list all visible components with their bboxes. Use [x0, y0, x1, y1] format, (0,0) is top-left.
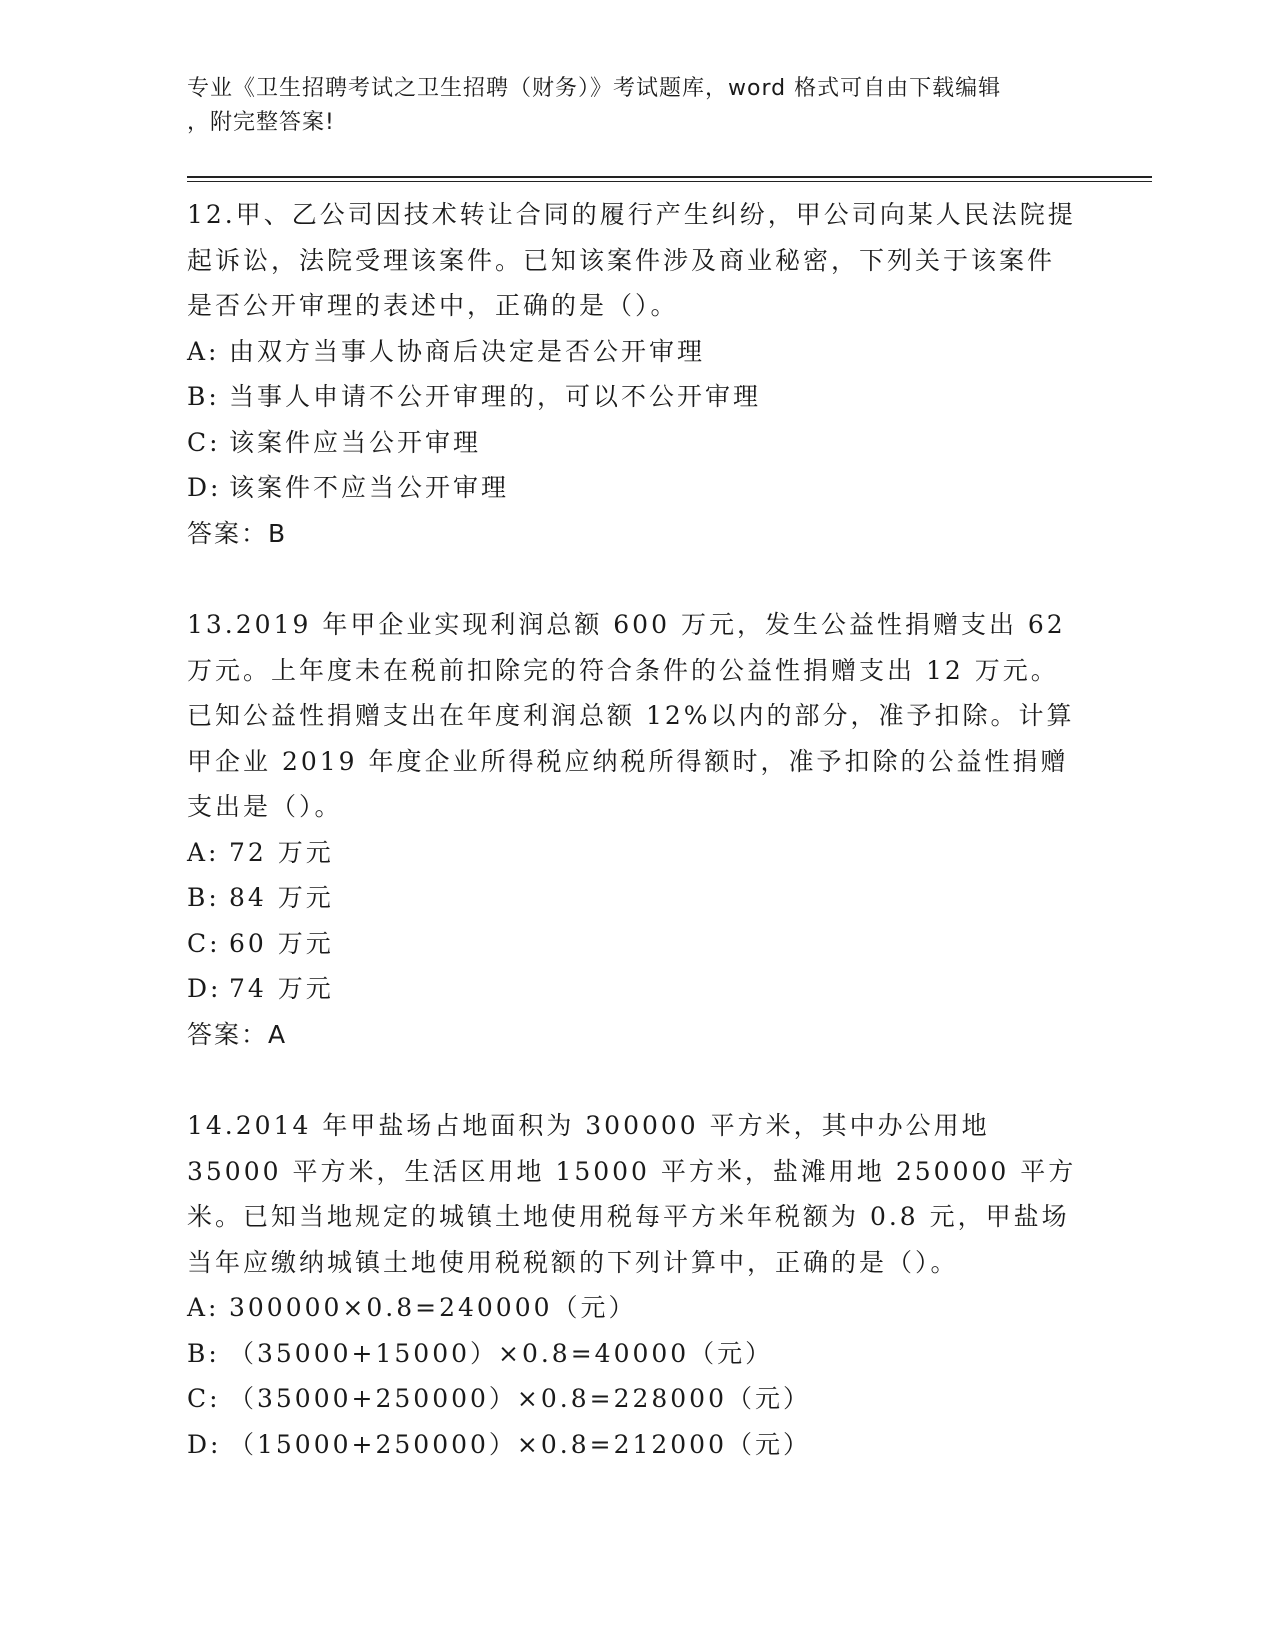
option-letter: B: [187, 1338, 220, 1368]
option-c [187, 420, 1077, 466]
option-letter: C: [187, 928, 221, 958]
option-text: （35000+15000）×0.8=40000（元） [229, 1338, 774, 1368]
option-text: 由双方当事人协商后决定是否公开审理 [229, 336, 706, 366]
answer-label: 答案：A [187, 1019, 288, 1049]
option-c [187, 921, 1077, 967]
option-text: 该案件不应当公开审理 [229, 473, 510, 502]
question-stem: 12.甲、乙公司因技术转让合同的履行产生纠纷，甲公司向某人民法院提起诉讼，法院受理该案件。已知该案件涉及商业秘密，下列关于该案件是否公开审理的表述中，正确的是（）。 [187, 200, 1076, 320]
question-list [187, 192, 1077, 1513]
answer-label: 答案：B [187, 518, 288, 548]
question-13 [187, 602, 1077, 1057]
option-letter: C: [187, 427, 221, 457]
option-letter: B: [187, 883, 220, 912]
option-text: 84 万元 [229, 883, 334, 912]
option-d [187, 1422, 1077, 1468]
option-letter: D: [187, 1429, 222, 1459]
option-letter: A: [187, 837, 220, 867]
header-line-1: 专业《卫生招聘考试之卫生招聘（财务）》考试题库，word 格式可自由下载编辑 [187, 76, 1002, 101]
document-header [187, 72, 1077, 140]
option-text: （35000+250000）×0.8=228000（元） [229, 1384, 811, 1413]
option-b [187, 1331, 1077, 1377]
question-stem: 14.2014 年甲盐场占地面积为 300000 平方米，其中办公用地 35000 平方米，生活区用地 15000 平方米，盐滩用地 250000 平方米。已知当地规定的城镇土地使用税每平方米年税额为 0.8 元，甲盐场当年应缴纳城镇土地使用税税额的下列计算中，正确的是（）。 [187, 1111, 1077, 1277]
question-14 [187, 1103, 1077, 1467]
option-a [187, 329, 1077, 375]
option-text: 该案件应当公开审理 [229, 427, 482, 457]
header-line-2: ，附完整答案! [187, 110, 335, 135]
header-divider-thin [187, 181, 1152, 182]
option-a [187, 830, 1077, 876]
option-letter: D: [187, 473, 222, 502]
option-text: 60 万元 [229, 928, 334, 958]
option-letter: C: [187, 1384, 221, 1413]
option-text: 74 万元 [229, 974, 334, 1003]
option-letter: B: [187, 382, 220, 411]
option-d [187, 966, 1077, 1012]
option-b [187, 374, 1077, 420]
option-text: 72 万元 [229, 837, 334, 867]
option-letter: A: [187, 336, 220, 366]
option-c [187, 1376, 1077, 1422]
option-text: 当事人申请不公开审理的，可以不公开审理 [229, 382, 762, 411]
option-b [187, 875, 1077, 921]
option-d [187, 465, 1077, 511]
question-stem: 13.2019 年甲企业实现利润总额 600 万元，发生公益性捐赠支出 62 万元。上年度未在税前扣除完的符合条件的公益性捐赠支出 12 万元。已知公益性捐赠支出在年度利润总额 12%以内的部分，准予扣除。计算甲企业 2019 年度企业所得税应纳税所得额时，准予扣除的公益性捐赠支出是（）。 [187, 610, 1075, 821]
option-a [187, 1285, 1077, 1331]
option-letter: A: [187, 1293, 220, 1322]
header-divider-thick [187, 176, 1152, 178]
option-letter: D: [187, 974, 222, 1003]
question-12 [187, 192, 1077, 556]
option-text: （15000+250000）×0.8=212000（元） [229, 1429, 811, 1459]
option-text: 300000×0.8=240000（元） [229, 1293, 637, 1322]
